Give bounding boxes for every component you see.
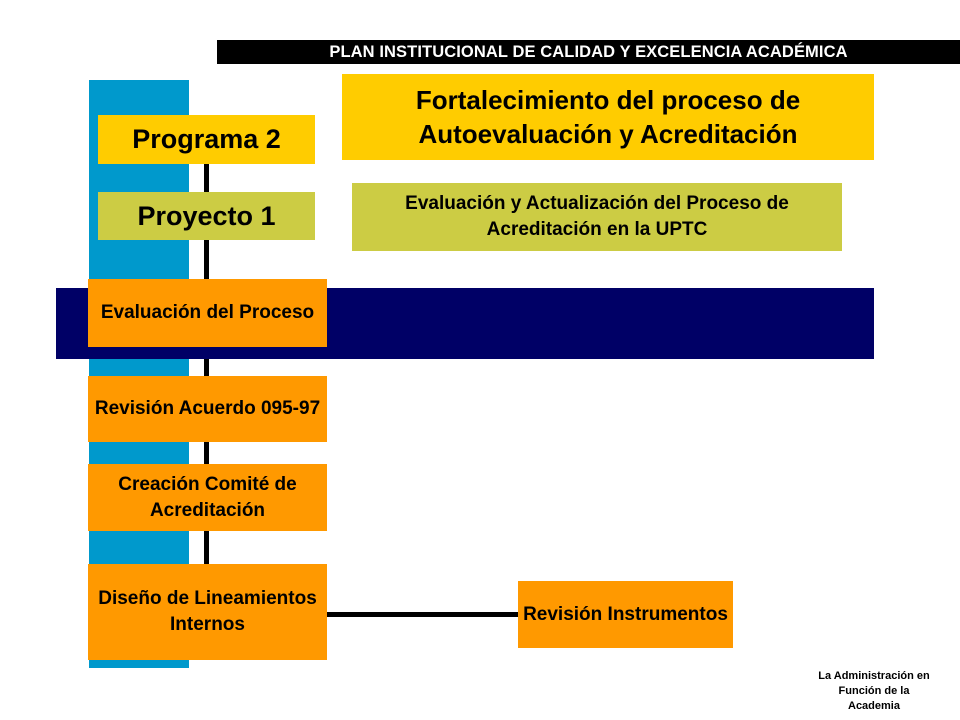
program-label: Programa 2 [132,124,281,154]
step-label: Revisión Acuerdo 095-97 [94,398,321,419]
step-box-revision-acuerdo [88,376,327,442]
branch-box-revision-instrumentos [518,581,733,648]
header-title: PLAN INSTITUCIONAL DE CALIDAD Y EXCELENCIA ACADÉMICA [329,42,848,61]
program-title-box [342,74,874,160]
program-title: Fortalecimiento del proceso de Autoevaluación y Acreditación [415,85,801,149]
program-label-box [98,115,315,164]
project-label: Proyecto 1 [137,200,276,231]
branch-label: Revisión Instrumentos [523,603,728,625]
project-title-box [352,183,842,251]
header-bar [217,40,960,64]
step-box-creacion-comite [88,464,327,531]
step-box-diseno-lineamientos [88,564,327,660]
project-title: Evaluación y Actualización del Proceso de Acreditación en la UPTC [405,193,789,240]
horizontal-connector-line [325,612,518,617]
footer-note: La Administración en Función de la Academia [818,670,930,712]
step-label: Diseño de Lineamientos Internos [98,588,317,635]
step-box-evaluacion [88,279,327,347]
project-label-box [98,192,315,240]
step-label: Evaluación del Proceso [100,302,315,323]
step-label: Creación Comité de Acreditación [118,473,297,521]
